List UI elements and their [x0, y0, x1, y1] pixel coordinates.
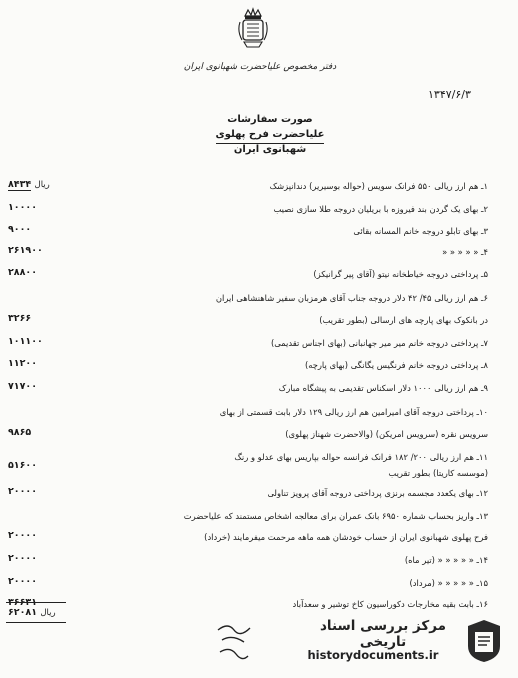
watermark-text: مرکز بررسی اسناد تاریخی: [320, 618, 446, 650]
list-item: ۴ـ « « « « «: [442, 247, 488, 257]
list-item: در بانکوک بهای پارچه های ارسالی (بطور تقریب): [319, 315, 488, 325]
crown-emblem-icon: [236, 6, 270, 50]
list-item: ۱ـ هم ارز ریالی ۵۵۰ فرانک سویس (حواله بوسیریر) دندانپزشک: [269, 181, 488, 191]
currency-unit: ریال: [34, 180, 50, 190]
watermark-url[interactable]: historydocuments.ir: [307, 648, 439, 662]
item-amount: ۲۰۰۰۰: [8, 553, 37, 564]
item-amount: ۹۰۰۰: [8, 224, 32, 235]
item-amount: ۹۸۶۵: [8, 427, 32, 438]
list-item: ۵ـ پرداختی دروجه خیاطخانه نیتو (آقای پیر گرانیکز): [313, 269, 488, 279]
office-heading: دفتر مخصوص علیاحضرت شهبانوی ایران: [183, 62, 337, 72]
total-double-rule: [6, 622, 66, 623]
item-amount: ۱۱۲۰۰: [8, 358, 37, 369]
title-line-2: شهبانوی ایران: [233, 144, 307, 155]
list-item: ۱۴ـ « « « « « (تیر ماه): [404, 555, 488, 565]
item-amount: ۲۸۸۰۰: [8, 267, 37, 278]
list-item: ۱۵ـ « « « « « (مرداد): [409, 578, 488, 588]
item-amount: ۲۶۱۹۰۰: [8, 245, 43, 256]
list-item: ۱۱ـ هم ارز ریالی ۲۰۰/ ۱۸۲ فرانک فرانسه حواله بپاریس بهای عدلو و رنگ: [234, 452, 488, 462]
item-amount: ۱۰۱۱۰۰: [8, 336, 43, 347]
list-item: ۹ـ هم ارز ریالی ۱۰۰۰ دلار اسکناس تقدیمی به پیشگاه مبارک: [278, 383, 488, 393]
item-amount: ۲۰۰۰۰: [8, 530, 37, 541]
document-title: [200, 112, 340, 157]
document-date: ۱۳۴۷/۶/۳: [428, 88, 471, 101]
historydocuments-logo-icon: [462, 618, 506, 664]
item-amount: ۲۰۰۰۰: [8, 486, 37, 497]
title-line-1: صورت سفارشات علیاحضرت فرح پهلوی: [215, 114, 325, 140]
list-item: ۱۳ـ واریز بحساب شماره ۶۹۵۰ بانک عمران برای معالجه اشخاص مستمند که علیاحضرت: [183, 511, 488, 521]
title-underline: [216, 143, 324, 144]
currency-unit: ریال: [40, 608, 56, 618]
list-item: سرویس نقره (سرویس امریکن) (والاحضرت شهناز پهلوی): [285, 429, 488, 439]
list-item: ۷ـ پرداختی دروجه خانم میر میر جهانبانی (بهای اجناس تقدیمی): [270, 338, 488, 348]
item-amount: ۱۰۰۰۰: [8, 202, 37, 213]
list-item: ۶ـ هم ارز ریالی ۴۵/ ۴۲ دلار دروجه جناب آقای هرمزبان سفیر شاهنشاهی ایران: [215, 293, 488, 303]
signature-icon: [214, 620, 254, 670]
list-item: (موسسه کاریتا) بطور تقریب: [388, 468, 488, 478]
list-item: فرح پهلوی شهبانوی ایران از حساب خودشان همه ماهه مرحمت میفرمایند (خرداد): [204, 532, 488, 542]
list-item: ۳ـ بهای تابلو دروجه خانم المسانه بقائی: [353, 226, 488, 236]
item-amount: ۵۱۶۰۰: [8, 460, 37, 471]
item-amount: ۳۲۶۶: [8, 313, 32, 324]
list-item: ۱۶ـ بابت بقیه مخارجات دکوراسیون کاخ توشیر و سعدآباد: [292, 599, 488, 609]
item-amount: ۸۴۳۴ ریال: [8, 179, 50, 190]
list-item: ۸ـ پرداختی دروجه خانم فرنگیس یگانگی (بهای پارچه): [304, 360, 488, 370]
item-amount: ۲۰۰۰۰: [8, 576, 37, 587]
total-amount: ۶۲۰۸۱ ریال: [8, 607, 56, 618]
list-item: ۱۰ـ پرداختی دروجه آقای امیرامین هم ارز ریالی ۱۲۹ دلار بابت قسمتی از بهای: [219, 407, 488, 417]
item-amount: ۷۱۷۰۰: [8, 381, 37, 392]
list-item: ۱۲ـ بهای یکعدد مجسمه برنزی پرداختی دروجه آقای پرویز تناولی: [267, 488, 488, 498]
total-rule: [6, 602, 66, 603]
list-item: ۲ـ بهای یک گردن بند فیروزه با بریلیان دروجه طلا سازی نصیب: [273, 204, 488, 214]
